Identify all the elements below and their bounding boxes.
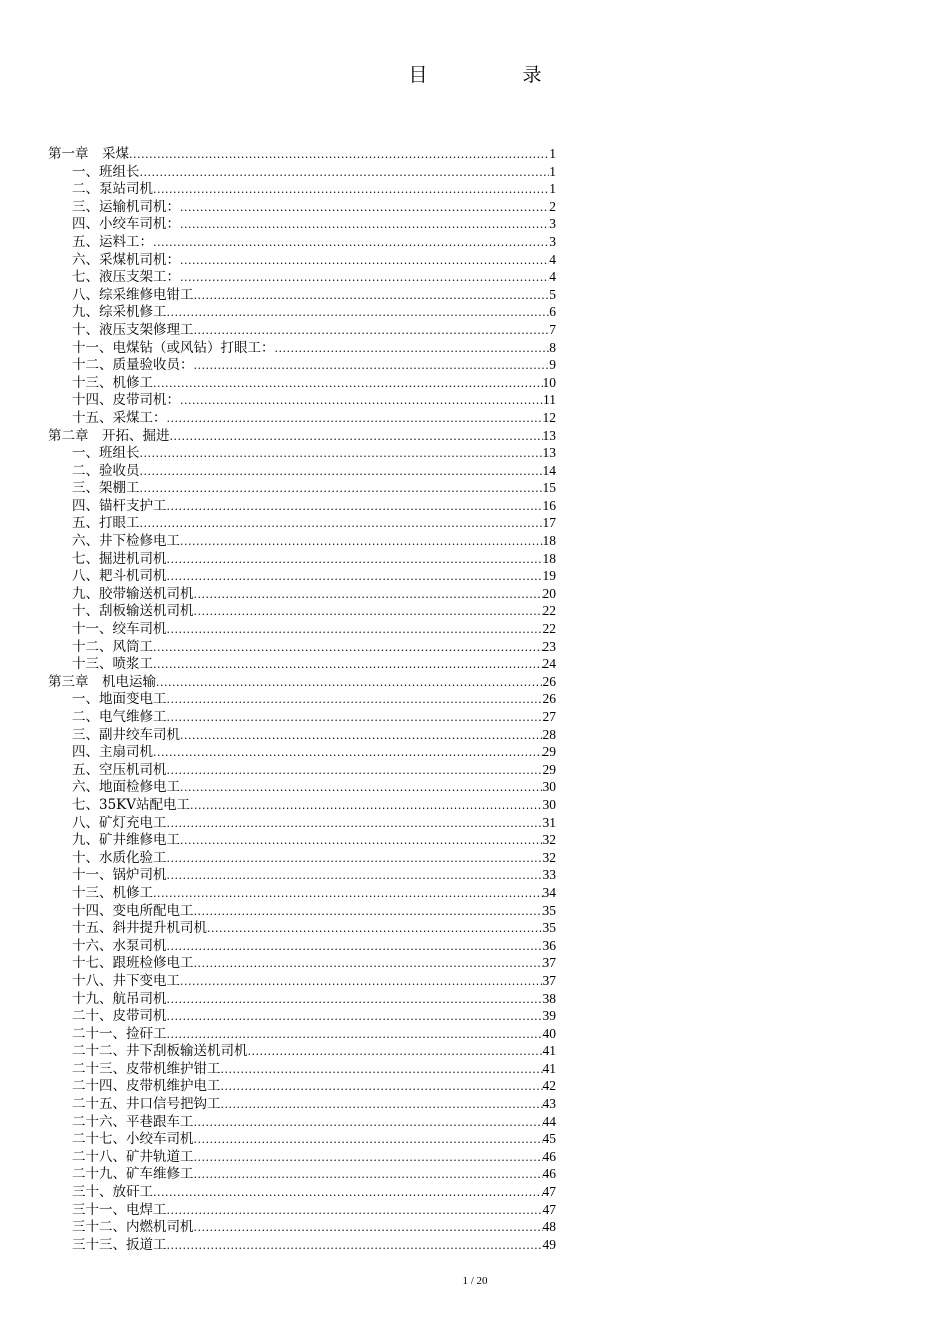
dot-leader: [207, 920, 543, 937]
toc-item[interactable]: [48, 1007, 556, 1025]
toc-item[interactable]: [48, 268, 556, 286]
dot-leader: [180, 216, 549, 233]
toc-page-number: 3: [549, 216, 556, 232]
toc-item[interactable]: [48, 550, 556, 568]
toc-label: 二十一、捡矸工: [72, 1025, 167, 1042]
toc-label: 二十七、小绞车司机: [72, 1131, 194, 1148]
toc-label: 三十一、电焊工: [72, 1201, 167, 1218]
dot-leader: [194, 357, 550, 374]
toc-chapter[interactable]: [48, 427, 556, 445]
toc-label: 第二章 开拓、掘进: [48, 427, 170, 444]
toc-item[interactable]: [48, 1148, 556, 1166]
dot-leader: [180, 392, 543, 409]
toc-label: 五、空压机司机: [72, 761, 167, 778]
toc-label: 十七、跟班检修电工: [72, 955, 194, 972]
toc-page-number: 1: [549, 181, 556, 197]
toc-item[interactable]: [48, 532, 556, 550]
toc-item[interactable]: [48, 954, 556, 972]
toc-page-number: 5: [549, 286, 556, 302]
toc-page-number: 42: [542, 1078, 556, 1094]
toc-page-number: 22: [542, 621, 556, 637]
toc-item[interactable]: [48, 303, 556, 321]
dot-leader: [140, 463, 543, 480]
dot-leader: [167, 850, 543, 867]
toc-label: 二、验收员: [72, 462, 140, 479]
dot-leader: [221, 1078, 543, 1095]
toc-page-number: 39: [542, 1008, 556, 1024]
toc-label: 九、胶带输送机司机: [72, 585, 194, 602]
toc-page-number: 4: [549, 269, 556, 285]
toc-item[interactable]: [48, 1042, 556, 1060]
toc-page-number: 2: [549, 198, 556, 214]
toc-page-number: 38: [542, 990, 556, 1006]
toc-label: 四、小绞车司机：: [72, 216, 180, 233]
toc-label: 三、架棚工: [72, 480, 140, 497]
toc-label: 九、矿井维修电工: [72, 832, 180, 849]
toc-page-number: 14: [542, 462, 556, 478]
toc-page-number: 26: [542, 673, 556, 689]
toc-item[interactable]: [48, 251, 556, 269]
toc-page-number: 35: [542, 920, 556, 936]
dot-leader: [194, 1166, 543, 1183]
dot-leader: [153, 656, 543, 673]
toc-item[interactable]: [48, 585, 556, 603]
dot-leader: [190, 797, 542, 814]
toc-label: 五、运料工：: [72, 233, 153, 250]
toc-item[interactable]: [48, 567, 556, 585]
toc-label: 七、掘进机司机: [72, 550, 167, 567]
toc-page-number: 19: [542, 568, 556, 584]
toc-item[interactable]: [48, 1025, 556, 1043]
toc-label: 十二、风筒工: [72, 638, 153, 655]
toc-item[interactable]: [48, 1236, 556, 1254]
toc-page-number: 37: [542, 972, 556, 988]
toc-item[interactable]: [48, 638, 556, 656]
toc-label: 十五、采煤工：: [72, 409, 167, 426]
dot-leader: [167, 991, 543, 1008]
dot-leader: [180, 832, 543, 849]
toc-item[interactable]: [48, 233, 556, 251]
toc-item[interactable]: [48, 655, 556, 673]
dot-leader: [194, 1131, 543, 1148]
toc-label: 二十二、井下刮板输送机司机: [72, 1043, 248, 1060]
dot-leader: [194, 1114, 543, 1131]
toc-page-number: 13: [542, 427, 556, 443]
table-of-contents: [48, 145, 556, 1253]
toc-item[interactable]: [48, 198, 556, 216]
toc-page-number: 18: [542, 533, 556, 549]
toc-label: 二十四、皮带机维护电工: [72, 1078, 221, 1095]
toc-item[interactable]: [48, 814, 556, 832]
toc-page-number: 29: [542, 761, 556, 777]
dot-leader: [167, 1202, 543, 1219]
toc-label: 十三、喷浆工: [72, 656, 153, 673]
toc-page-number: 23: [542, 638, 556, 654]
toc-label: 十四、变电所配电工: [72, 902, 194, 919]
toc-item[interactable]: [48, 1130, 556, 1148]
toc-label: 六、地面检修电工: [72, 779, 180, 796]
dot-leader: [194, 1149, 543, 1166]
toc-label: 十、水质化验工: [72, 849, 167, 866]
toc-label: 第一章 采煤: [48, 146, 129, 162]
dot-leader: [153, 639, 543, 656]
toc-item[interactable]: [48, 391, 556, 409]
toc-label: 三十三、扳道工: [72, 1236, 167, 1253]
toc-label: 八、综采维修电钳工: [72, 286, 194, 303]
toc-item[interactable]: [48, 1095, 556, 1113]
dot-leader: [167, 1026, 543, 1043]
toc-page-number: 35: [542, 902, 556, 918]
dot-leader: [153, 181, 549, 198]
toc-item[interactable]: [48, 1077, 556, 1095]
dot-leader: [194, 586, 543, 603]
toc-item[interactable]: [48, 444, 556, 462]
toc-item[interactable]: [48, 163, 556, 181]
dot-leader: [194, 322, 550, 339]
toc-item[interactable]: [48, 1060, 556, 1078]
dot-leader: [180, 199, 549, 216]
toc-page-number: 1: [549, 163, 556, 179]
dot-leader: [153, 744, 543, 761]
toc-item[interactable]: [48, 831, 556, 849]
toc-item[interactable]: [48, 514, 556, 532]
toc-label: 三十二、内燃机司机: [72, 1219, 194, 1236]
toc-page-number: 11: [543, 392, 556, 408]
toc-page-number: 15: [542, 480, 556, 496]
toc-page-number: 41: [542, 1043, 556, 1059]
dot-leader: [248, 1043, 543, 1060]
dot-leader: [275, 340, 550, 357]
toc-page-number: 48: [542, 1219, 556, 1235]
toc-item[interactable]: [48, 708, 556, 726]
toc-page-number: 37: [542, 955, 556, 971]
toc-item[interactable]: [48, 778, 556, 796]
toc-page-number: 28: [542, 726, 556, 742]
toc-page-number: 43: [542, 1096, 556, 1112]
toc-page-number: 8: [549, 339, 556, 355]
toc-page-number: 46: [542, 1166, 556, 1182]
toc-label: 十三、机修工: [72, 374, 153, 391]
toc-page-number: 17: [542, 515, 556, 531]
dot-leader: [194, 1219, 543, 1236]
toc-label: 三十、放矸工: [72, 1184, 153, 1201]
toc-page-number: 7: [549, 321, 556, 337]
toc-label: 第三章 机电运输: [48, 673, 156, 690]
dot-leader: [180, 533, 543, 550]
toc-page-number: 6: [549, 304, 556, 320]
dot-leader: [180, 252, 549, 269]
toc-item[interactable]: [48, 761, 556, 779]
toc-item[interactable]: [48, 690, 556, 708]
toc-label: 十三、机修工: [72, 884, 153, 901]
toc-label: 二十五、井口信号把钩工: [72, 1096, 221, 1113]
dot-leader: [167, 1237, 543, 1254]
toc-item[interactable]: [48, 479, 556, 497]
toc-item[interactable]: [48, 919, 556, 937]
toc-item[interactable]: [48, 1201, 556, 1219]
dot-leader: [153, 234, 549, 251]
toc-page-number: 3: [549, 233, 556, 249]
toc-label: 十八、井下变电工: [72, 972, 180, 989]
toc-item[interactable]: [48, 602, 556, 620]
toc-item[interactable]: [48, 866, 556, 884]
dot-leader: [180, 779, 543, 796]
dot-leader: [167, 709, 543, 726]
dot-leader: [167, 498, 543, 515]
toc-page-number: 47: [542, 1201, 556, 1217]
toc-label: 十、液压支架修理工: [72, 321, 194, 338]
toc-item[interactable]: [48, 339, 556, 357]
toc-page-number: 4: [549, 251, 556, 267]
dot-leader: [140, 515, 543, 532]
toc-page-number: 47: [542, 1184, 556, 1200]
toc-item[interactable]: [48, 937, 556, 955]
toc-item[interactable]: [48, 726, 556, 744]
dot-leader: [153, 885, 543, 902]
toc-label: 十、刮板输送机司机: [72, 603, 194, 620]
toc-page-number: 27: [542, 709, 556, 724]
toc-label: 二、电气维修工: [72, 709, 167, 725]
dot-leader: [194, 903, 543, 920]
toc-label: 十六、水泵司机: [72, 937, 167, 954]
toc-page-number: 44: [542, 1113, 556, 1129]
dot-leader: [129, 146, 549, 163]
toc-label: 九、综采机修工: [72, 304, 167, 321]
toc-label: 一、班组长: [72, 163, 140, 180]
toc-page-number: 10: [542, 374, 556, 390]
toc-label: 七、35KV站配电工: [72, 796, 191, 813]
toc-label: 二十九、矿车维修工: [72, 1166, 194, 1183]
dot-leader: [167, 815, 543, 832]
toc-label: 十四、皮带司机：: [72, 392, 180, 409]
toc-page-number: 26: [542, 691, 556, 707]
toc-item[interactable]: [48, 902, 556, 920]
toc-label: 八、矿灯充电工: [72, 814, 167, 831]
toc-item[interactable]: [48, 497, 556, 515]
toc-label: 三、运输机司机：: [72, 198, 180, 215]
dot-leader: [221, 1061, 543, 1078]
toc-label: 二十、皮带司机: [72, 1008, 167, 1025]
toc-page-number: 20: [542, 585, 556, 601]
toc-item[interactable]: [48, 972, 556, 990]
dot-leader: [167, 762, 543, 779]
toc-label: 一、班组长: [72, 445, 140, 462]
dot-leader: [140, 164, 550, 181]
toc-item[interactable]: [48, 374, 556, 392]
toc-item[interactable]: [48, 356, 556, 374]
toc-page-number: 1: [549, 146, 556, 161]
toc-item[interactable]: [48, 286, 556, 304]
toc-label: 十二、质量验收员：: [72, 357, 194, 374]
toc-label: 一、地面变电工: [72, 691, 167, 708]
dot-leader: [167, 551, 543, 568]
toc-label: 六、采煤机司机：: [72, 251, 180, 268]
toc-label: 十一、锅炉司机: [72, 867, 167, 884]
toc-item[interactable]: [48, 1183, 556, 1201]
toc-label: 二十八、矿井轨道工: [72, 1148, 194, 1165]
toc-item[interactable]: [48, 180, 556, 198]
toc-label: 二十三、皮带机维护钳工: [72, 1060, 221, 1077]
toc-page-number: 40: [542, 1025, 556, 1041]
dot-leader: [170, 428, 543, 445]
toc-page-number: 30: [542, 796, 556, 812]
toc-item[interactable]: [48, 409, 556, 427]
toc-page-number: 9: [549, 357, 556, 373]
dot-leader: [180, 269, 549, 286]
toc-label: 十一、电煤钻（或风钻）打眼工：: [72, 339, 275, 356]
toc-label: 二、泵站司机: [72, 181, 153, 198]
dot-leader: [167, 1008, 543, 1025]
dot-leader: [167, 621, 543, 638]
toc-page-number: 32: [542, 849, 556, 865]
dot-leader: [156, 674, 543, 691]
toc-item[interactable]: [48, 884, 556, 902]
toc-label: 十九、航吊司机: [72, 990, 167, 1007]
dot-leader: [194, 955, 543, 972]
toc-page-number: 16: [542, 497, 556, 513]
toc-page-number: 46: [542, 1148, 556, 1164]
toc-page-number: 24: [542, 656, 556, 672]
toc-page-number: 36: [542, 937, 556, 953]
toc-page-number: 22: [542, 603, 556, 619]
toc-item[interactable]: [48, 796, 556, 814]
dot-leader: [167, 304, 550, 321]
dot-leader: [167, 410, 543, 427]
toc-page-number: 18: [542, 550, 556, 566]
toc-item[interactable]: [48, 462, 556, 480]
toc-label: 五、打眼工: [72, 515, 140, 532]
dot-leader: [194, 287, 550, 304]
toc-chapter[interactable]: [48, 145, 556, 163]
dot-leader: [167, 691, 543, 708]
toc-item[interactable]: [48, 743, 556, 761]
toc-item[interactable]: [48, 849, 556, 867]
page-number: 1 / 20: [462, 1275, 488, 1287]
dot-leader: [153, 1184, 543, 1201]
toc-label: 六、井下检修电工: [72, 533, 180, 550]
toc-page-number: 31: [542, 814, 556, 830]
toc-item[interactable]: [48, 1113, 556, 1131]
toc-page-number: 33: [542, 867, 556, 883]
toc-label: 四、锚杆支护工: [72, 497, 167, 514]
toc-page-number: 49: [542, 1236, 556, 1252]
dot-leader: [221, 1096, 543, 1113]
dot-leader: [167, 867, 543, 884]
toc-label: 三、副井绞车司机: [72, 726, 180, 743]
toc-item[interactable]: [48, 215, 556, 233]
toc-label: 四、主扇司机: [72, 744, 153, 761]
toc-item[interactable]: [48, 1165, 556, 1183]
toc-label: 二十六、平巷跟车工: [72, 1113, 194, 1130]
toc-page-number: 41: [542, 1060, 556, 1076]
toc-page-number: 13: [542, 445, 556, 461]
dot-leader: [167, 938, 543, 955]
toc-item[interactable]: [48, 321, 556, 339]
dot-leader: [180, 727, 543, 744]
toc-label: 十五、斜井提升机司机: [72, 920, 207, 937]
toc-item[interactable]: [48, 620, 556, 638]
toc-page-number: 45: [542, 1131, 556, 1147]
toc-label: 十一、绞车司机: [72, 621, 167, 638]
dot-leader: [140, 480, 543, 497]
dot-leader: [140, 445, 543, 462]
dot-leader: [153, 375, 543, 392]
toc-label: 七、液压支架工：: [72, 269, 180, 286]
toc-item[interactable]: [48, 990, 556, 1008]
toc-page-number: 30: [542, 779, 556, 795]
toc-page-number: 32: [542, 832, 556, 848]
dot-leader: [194, 603, 543, 620]
toc-page-number: 29: [542, 744, 556, 760]
toc-page-number: 12: [542, 409, 556, 425]
toc-page-number: 34: [542, 884, 556, 900]
toc-label: 八、耙斗机司机: [72, 568, 167, 585]
dot-leader: [180, 973, 543, 990]
dot-leader: [167, 568, 543, 585]
toc-item[interactable]: [48, 1218, 556, 1236]
toc-chapter[interactable]: [48, 673, 556, 691]
page-title: 目 录: [408, 64, 580, 86]
